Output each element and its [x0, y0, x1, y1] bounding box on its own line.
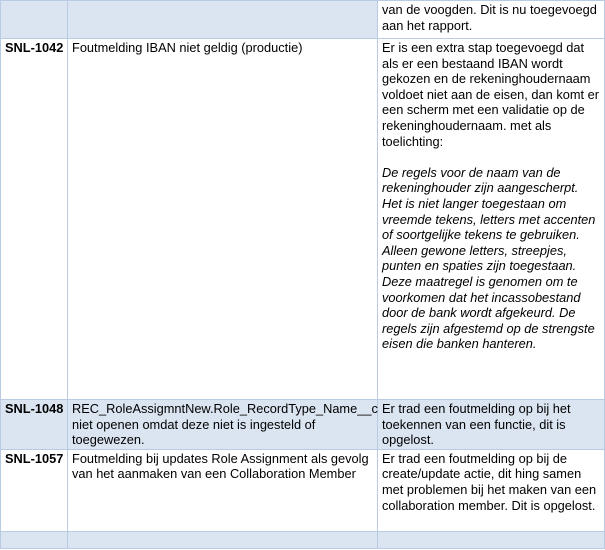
detail-note-italic: Deze maatregel is genomen om te voorkomen dat het incassobestand door de bank wordt afgekeurd. De regels zijn afgestemd op de strengste eisen die banken hanteren.: [382, 273, 595, 352]
detail-text: van de voogden. Dit is nu toegevoegd aan het rapport.: [382, 2, 597, 33]
issue-detail-cell: [378, 39, 605, 400]
issue-id-cell: SNL-1048: [1, 400, 68, 450]
issue-summary-cell: Foutmelding IBAN niet geldig (productie): [68, 39, 378, 400]
table-row-snl-1048: [1, 400, 605, 450]
issue-summary-cell: REC_RoleAssigmntNew.Role_RecordType_Name__c niet openen omdat deze niet is ingesteld of toegewezen.: [68, 400, 378, 450]
detail-text: Er trad een foutmelding op bij de create/update actie, dit hing samen met problemen bij het maken van een collaboration member. Dit is opgelost.: [382, 450, 597, 513]
table-row-empty: [1, 531, 605, 548]
detail-text: Er is een extra stap toegevoegd dat als er een bestaand IBAN wordt gekozen en de rekeninghoudernaam voldoet niet aan de eisen, dan komt er een scherm met een validatie op de rekeninghoudernaam. met als toelichting:: [382, 40, 599, 149]
issue-summary-cell: Foutmelding bij updates Role Assignment als gevolg van het aanmaken van een Collaboration Member: [68, 449, 378, 531]
table-row-snl-1042: [1, 39, 605, 400]
issue-summary-cell: [68, 531, 378, 548]
issue-summary-cell: [68, 1, 378, 39]
issue-detail-cell: [378, 400, 605, 450]
issue-id-cell: SNL-1042: [1, 39, 68, 400]
table-row-continuation: [1, 1, 605, 39]
issue-id-cell: [1, 1, 68, 39]
issue-detail-cell: [378, 531, 605, 548]
table-row-snl-1057: [1, 449, 605, 531]
detail-text: Er trad een foutmelding op bij het toekennen van een functie, dit is opgelost.: [382, 401, 571, 448]
detail-note-italic: De regels voor de naam van de rekeninghouder zijn aangescherpt. Het is niet langer toegestaan om vreemde tekens, letters met accenten of soortgelijke tekens te gebruiken. Alleen gewone letters, streepjes, punten en spaties zijn toegestaan.: [382, 164, 596, 274]
issue-detail-cell: [378, 1, 605, 39]
issue-id-cell: [1, 531, 68, 548]
issue-id-cell: SNL-1057: [1, 449, 68, 531]
issue-detail-cell: [378, 449, 605, 531]
